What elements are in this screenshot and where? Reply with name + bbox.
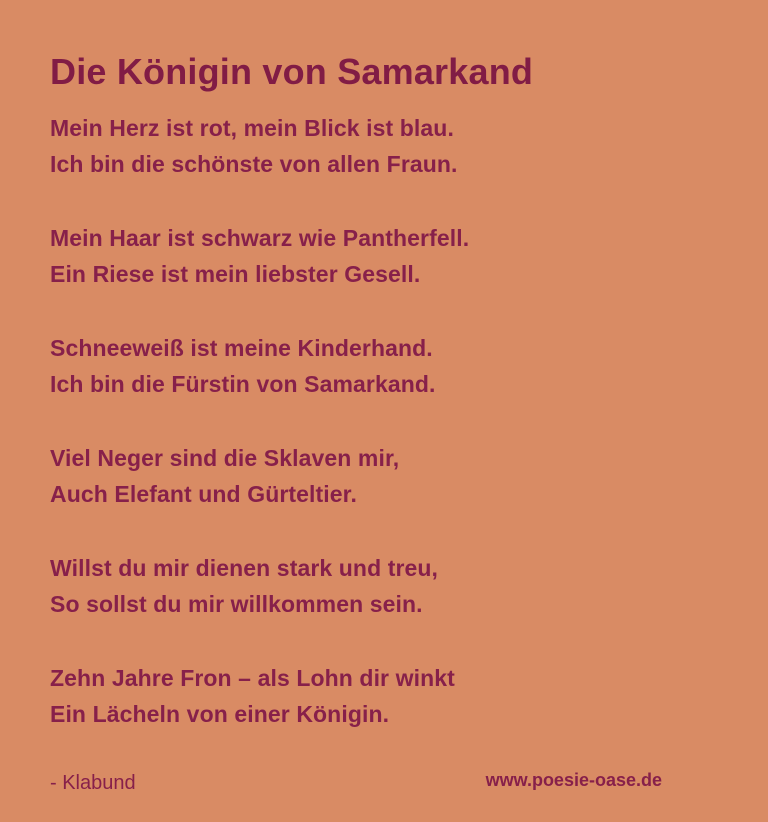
stanza-4: [50, 440, 722, 512]
poem-line: Viel Neger sind die Sklaven mir,: [50, 445, 400, 471]
stanza-2: [50, 220, 722, 292]
poem-line: Ich bin die schönste von allen Fraun.: [50, 151, 458, 177]
poem-line: So sollst du mir willkommen sein.: [50, 591, 423, 617]
stanza-6: [50, 660, 722, 732]
stanza-3: [50, 330, 722, 402]
poem-line: Willst du mir dienen stark und treu,: [50, 555, 439, 581]
poem-line: Ein Riese ist mein liebster Gesell.: [50, 261, 421, 287]
stanza-5: [50, 550, 722, 622]
poem-title: Die Königin von Samarkand: [50, 51, 534, 92]
poem-line: Ein Lächeln von einer Königin.: [50, 701, 390, 727]
poem-line: Schneeweiß ist meine Kinderhand.: [50, 335, 433, 361]
poem-line: Zehn Jahre Fron – als Lohn dir winkt: [50, 665, 455, 691]
poem-line: Mein Herz ist rot, mein Blick ist blau.: [50, 115, 454, 141]
website-url: www.poesie-oase.de: [485, 770, 662, 790]
poem-line: Auch Elefant und Gürteltier.: [50, 481, 357, 507]
author-credit: - Klabund: [50, 772, 136, 794]
stanza-1: [50, 110, 722, 182]
poem-line: Ich bin die Fürstin von Samarkand.: [50, 371, 436, 397]
poem-line: Mein Haar ist schwarz wie Pantherfell.: [50, 225, 470, 251]
